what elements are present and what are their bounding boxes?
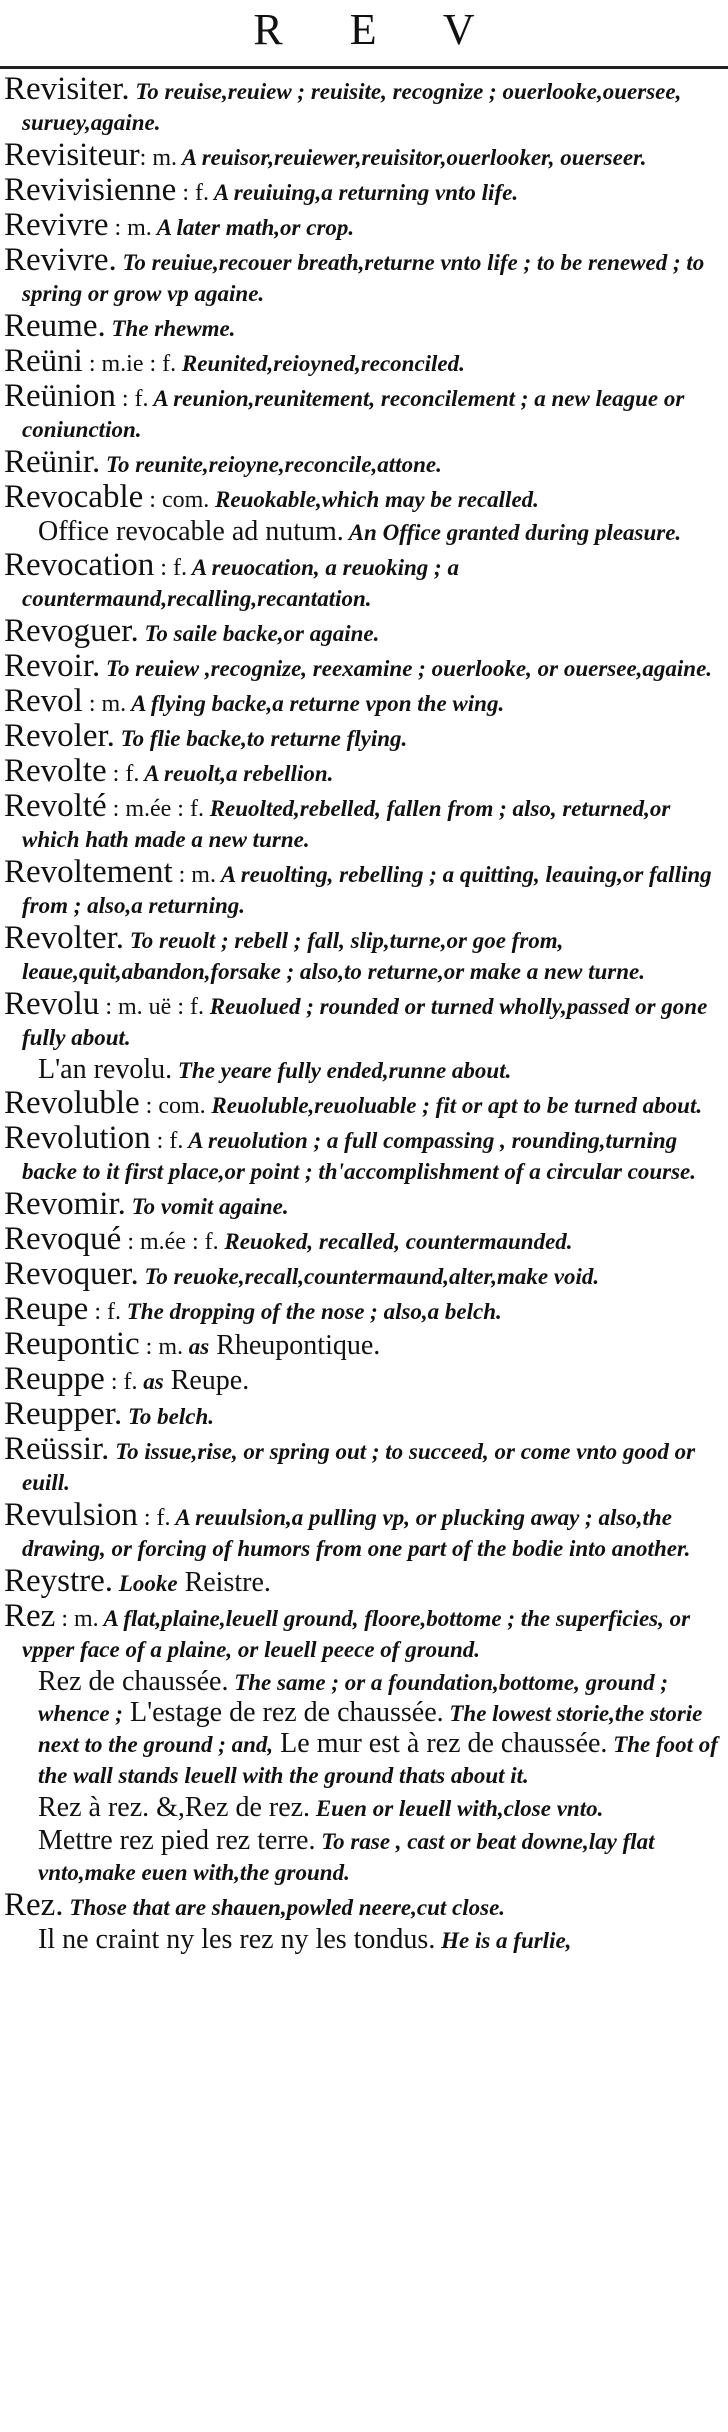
dictionary-entry xyxy=(4,172,722,208)
headword: Rez xyxy=(4,1598,56,1634)
dictionary-entry xyxy=(4,1361,722,1397)
headword: Revoir. xyxy=(4,648,101,684)
headword: Revoquer. xyxy=(4,1256,139,1292)
dictionary-entry xyxy=(4,1563,722,1599)
headword: Rez. xyxy=(4,1887,64,1923)
sub-entry xyxy=(4,517,722,548)
headword: Reüssir. xyxy=(4,1431,110,1467)
french-phrase: Rez de chaussée. xyxy=(38,1666,229,1697)
dictionary-entry xyxy=(4,1887,722,1923)
headword: Revolte xyxy=(4,753,107,789)
dictionary-entry xyxy=(4,788,722,855)
dictionary-entry xyxy=(4,1431,722,1498)
headword: Revoler. xyxy=(4,718,115,754)
dictionary-entry xyxy=(4,479,722,515)
definition: To reuise,reuiew ; reuisite, recognize ; ouerlooke,ouersee, suruey,againe. xyxy=(22,79,682,135)
dictionary-entry xyxy=(4,547,722,614)
dictionary-entry xyxy=(4,854,722,921)
grammar-label: : m. uë : f. xyxy=(99,994,204,1020)
dictionary-entry xyxy=(4,1120,722,1187)
grammar-label: : m. xyxy=(108,215,152,241)
sub-entry xyxy=(4,1826,722,1888)
headword: Revol xyxy=(4,683,83,719)
definition: An Office granted during pleasure. xyxy=(343,520,682,545)
dictionary-entries xyxy=(4,71,722,1958)
headword: Revocation xyxy=(4,547,155,583)
grammar-label: : f. xyxy=(88,1299,121,1325)
dictionary-entry xyxy=(4,1256,722,1292)
french-phrase: Office revocable ad nutum. xyxy=(38,516,344,547)
definition: Reuokable,which may be recalled. xyxy=(209,487,539,512)
headword: Reünir. xyxy=(4,444,101,480)
grammar-label: : f. xyxy=(150,1128,184,1154)
definition: To reunite,reioyne,reconcile,attone. xyxy=(100,452,442,477)
headword: Revivre. xyxy=(4,242,117,278)
headword: Revisiter. xyxy=(4,71,130,107)
grammar-label: : com. xyxy=(139,1093,206,1119)
headword: Revolté xyxy=(4,788,107,824)
headword: Revisiteur xyxy=(4,137,140,173)
definition: Reuolued ; rounded or turned wholly,passed or gone fully about. xyxy=(22,994,708,1050)
definition: To belch. xyxy=(122,1404,215,1429)
dictionary-entry xyxy=(4,648,722,684)
definition: To saile backe,or againe. xyxy=(138,621,380,646)
headword: Revoltement xyxy=(4,854,173,890)
dictionary-entry xyxy=(4,718,722,754)
definition: A reuocation, a reuoking ; a countermaund,recalling,recantation. xyxy=(22,555,459,611)
headword: Revivre xyxy=(4,207,109,243)
dictionary-entry xyxy=(4,207,722,243)
dictionary-entry xyxy=(4,1291,722,1327)
grammar-label: : f. xyxy=(154,555,187,581)
definition: To issue,rise, or spring out ; to succeed, or come vnto good or euill. xyxy=(22,1439,696,1495)
french-phrase: Rheupontique. xyxy=(209,1330,381,1361)
running-head: R E V xyxy=(253,5,503,54)
definition: To vomit againe. xyxy=(125,1194,289,1219)
grammar-label: : m.ée : f. xyxy=(106,796,204,822)
definition: The foot of the wall stands leuell with the ground thats about it. xyxy=(38,1732,718,1788)
grammar-label: : com. xyxy=(143,487,210,513)
definition: To flie backe,to returne flying. xyxy=(114,726,408,751)
grammar-label: : m. xyxy=(172,862,216,888)
headword: Revolter. xyxy=(4,920,125,956)
headword: Revulsion xyxy=(4,1497,138,1533)
french-phrase: Rez à rez. &,Rez de rez. xyxy=(38,1792,311,1823)
french-phrase: L'an revolu. xyxy=(38,1054,173,1085)
definition: A reuolution ; a full compassing , rounding,turning backe to it first place,or point ; th'accomplishment of a circular course. xyxy=(22,1128,697,1184)
definition: A later math,or crop. xyxy=(151,215,355,240)
definition: The yeare fully ended,runne about. xyxy=(172,1058,512,1083)
dictionary-entry xyxy=(4,1085,722,1121)
dictionary-entry xyxy=(4,1221,722,1257)
header-rule xyxy=(0,66,728,69)
headword: Reupe xyxy=(4,1291,89,1327)
headword: Reystre. xyxy=(4,1563,114,1599)
definition: To reuoke,recall,countermaund,alter,make void. xyxy=(138,1264,600,1289)
definition: A reuolting, rebelling ; a quitting, leauing,or falling from ; also,a returning. xyxy=(22,862,712,918)
dictionary-entry xyxy=(4,683,722,719)
dictionary-entry xyxy=(4,1396,722,1432)
headword: Revocable xyxy=(4,479,144,515)
dictionary-entry xyxy=(4,444,722,480)
sub-entry xyxy=(4,1925,722,1956)
headword: Reupper. xyxy=(4,1396,123,1432)
sub-entry xyxy=(4,1667,722,1791)
headword: Revolution xyxy=(4,1120,151,1156)
definition: A flying backe,a returne vpon the wing. xyxy=(126,691,505,716)
definition: To rase , cast or beat downe,lay flat vnto,make euen with,the ground. xyxy=(38,1829,655,1885)
grammar-label: : f. xyxy=(106,761,140,787)
headword: Reuppe xyxy=(4,1361,105,1397)
dictionary-entry xyxy=(4,308,722,344)
definition: To reuiue,recouer breath,returne vnto life ; to be renewed ; to spring or grow vp againe. xyxy=(22,250,705,306)
french-phrase: Reistre. xyxy=(177,1567,271,1598)
definition: He is a furlie, xyxy=(435,1928,572,1953)
dictionary-entry xyxy=(4,1186,722,1222)
headword: Reünion xyxy=(4,378,116,414)
definition: The same ; or a foundation,bottome, ground ; whence ; xyxy=(38,1670,669,1726)
definition: To reuolt ; rebell ; fall, slip,turne,or goe from, leaue,quit,abandon,forsake ; also,to returne,or make a new turne. xyxy=(22,928,645,984)
definition: The dropping of the nose ; also,a belch. xyxy=(120,1299,502,1324)
grammar-label: : f. xyxy=(115,386,149,412)
definition: A reuisor,reuiewer,reuisitor,ouerlooker, ouerseer. xyxy=(177,145,647,170)
dictionary-entry xyxy=(4,920,722,987)
headword: Revoqué xyxy=(4,1221,122,1257)
definition: Reuoluble,reuoluable ; fit or apt to be turned about. xyxy=(205,1093,703,1118)
dictionary-entry xyxy=(4,71,722,138)
grammar-label: : m. xyxy=(55,1606,99,1632)
grammar-label: : f. xyxy=(176,180,209,206)
headword: Revomir. xyxy=(4,1186,126,1222)
headword: Revolu xyxy=(4,986,100,1022)
dictionary-entry xyxy=(4,613,722,649)
definition: To reuiew ,recognize, reexamine ; ouerlooke, or ouersee,againe. xyxy=(100,656,713,681)
definition: A reuolt,a rebellion. xyxy=(139,761,334,786)
definition: Those that are shauen,powled neere,cut close. xyxy=(63,1895,506,1920)
dictionary-entry xyxy=(4,137,722,173)
headword: Reume. xyxy=(4,308,106,344)
headword: Revivisienne xyxy=(4,172,177,208)
dictionary-entry xyxy=(4,1326,722,1362)
dictionary-entry xyxy=(4,242,722,309)
definition: The rhewme. xyxy=(105,316,236,341)
headword: Reüni xyxy=(4,343,83,379)
dictionary-entry xyxy=(4,1497,722,1564)
grammar-label: : m. xyxy=(139,1334,183,1360)
dictionary-entry xyxy=(4,378,722,445)
french-phrase: Mettre rez pied rez terre. xyxy=(38,1825,316,1856)
grammar-label: : f. xyxy=(104,1369,138,1395)
definition: Looke xyxy=(113,1571,178,1596)
definition: A reuiuing,a returning vnto life. xyxy=(208,180,519,205)
definition: Reuoked, recalled, countermaunded. xyxy=(218,1229,573,1254)
definition: as xyxy=(137,1369,164,1394)
headword: Revoguer. xyxy=(4,613,139,649)
grammar-label: : m. xyxy=(139,145,177,171)
grammar-label: : f. xyxy=(137,1505,171,1531)
definition: Euen or leuell with,close vnto. xyxy=(310,1796,604,1821)
definition: A flat,plaine,leuell ground, floore,bottome ; the superficies, or vpper face of a plaine, or leuell peece of ground. xyxy=(22,1606,691,1662)
definition: A reuulsion,a pulling vp, or plucking away ; also,the drawing, or forcing of humors from one part of the bodie into another. xyxy=(22,1505,691,1561)
dictionary-entry xyxy=(4,1598,722,1665)
dictionary-entry xyxy=(4,343,722,379)
french-phrase: Reupe. xyxy=(163,1365,250,1396)
french-phrase: Il ne craint ny les rez ny les tondus. xyxy=(38,1924,436,1955)
headword: Revoluble xyxy=(4,1085,140,1121)
sub-entry xyxy=(4,1793,722,1824)
definition: A reunion,reunitement, reconcilement ; a new league or coniunction. xyxy=(22,386,685,442)
definition: as xyxy=(183,1334,210,1359)
dictionary-entry xyxy=(4,753,722,789)
french-phrase: L'estage de rez de chaussée. xyxy=(122,1697,444,1728)
grammar-label: : m.ie : f. xyxy=(82,351,177,377)
grammar-label: : m. xyxy=(82,691,127,717)
sub-entry xyxy=(4,1055,722,1086)
definition: Reuolted,rebelled, fallen from ; also, returned,or which hath made a new turne. xyxy=(22,796,671,852)
definition: Reunited,reioyned,reconciled. xyxy=(176,351,465,376)
grammar-label: : m.ée : f. xyxy=(121,1229,219,1255)
dictionary-entry xyxy=(4,986,722,1053)
definition: The lowest storie,the storie next to the ground ; and, xyxy=(38,1701,703,1757)
headword: Reupontic xyxy=(4,1326,140,1362)
french-phrase: Le mur est à rez de chaussée. xyxy=(273,1728,608,1759)
